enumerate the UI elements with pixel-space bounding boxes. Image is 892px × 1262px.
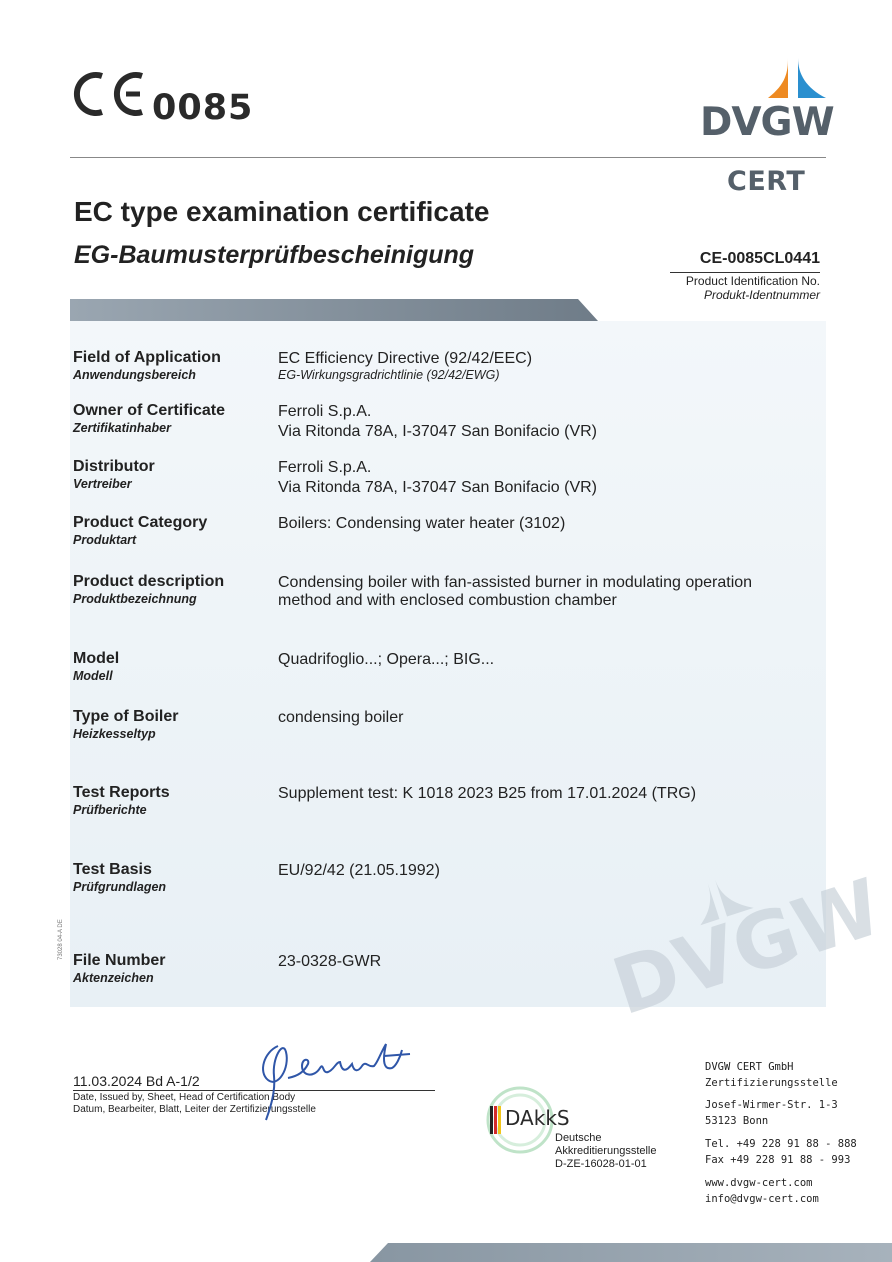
- website-link[interactable]: www.dvgw-cert.com: [705, 1177, 813, 1189]
- field-label-de: Zertifikatinhaber: [73, 421, 171, 435]
- field-value: Boilers: Condensing water heater (3102): [278, 515, 566, 532]
- field-label-de: Aktenzeichen: [73, 971, 154, 985]
- address-line: DVGW CERT GmbH: [705, 1061, 794, 1073]
- field-value: condensing boiler: [278, 709, 404, 726]
- field-label: Test Basis: [73, 861, 152, 878]
- field-label: Product Category: [73, 514, 208, 531]
- field-label: File Number: [73, 952, 166, 969]
- dvgw-logo-text: DVGW: [700, 100, 834, 145]
- dvgw-watermark-icon: [596, 862, 892, 1034]
- certificate-title-de: EG-Baumusterprüfbescheinigung: [74, 241, 475, 269]
- dakks-name: DAkkS: [505, 1106, 570, 1130]
- field-label-de: Heizkesseltyp: [73, 727, 156, 741]
- field-label: Owner of Certificate: [73, 402, 226, 419]
- field-value: EU/92/42 (21.05.1992): [278, 862, 440, 879]
- field-label-de: Prüfgrundlagen: [73, 880, 167, 894]
- footer-band: [370, 1243, 892, 1262]
- product-id-value: CE-0085CL0441: [699, 250, 820, 267]
- ce-notified-body-number: 0085: [152, 88, 254, 128]
- field-value-de: EG-Wirkungsgradrichtlinie (92/42/EWG): [278, 368, 500, 382]
- field-label: Distributor: [73, 458, 155, 475]
- field-value: EC Efficiency Directive (92/42/EEC): [278, 350, 533, 367]
- dakks-accreditation-number: D-ZE-16028-01-01: [555, 1158, 647, 1170]
- signature-caption-en: Date, Issued by, Sheet, Head of Certification Body: [73, 1092, 296, 1103]
- field-value: Ferroli S.p.A.: [278, 459, 372, 476]
- field-value-line2: method and with enclosed combustion chamber: [278, 592, 617, 609]
- issue-date-line: 11.03.2024 Bd A-1/2: [73, 1073, 200, 1089]
- field-label-de: Produktart: [73, 533, 137, 547]
- header-band: [70, 299, 598, 321]
- field-label: Field of Application: [73, 349, 221, 366]
- signature-image: [250, 1032, 420, 1112]
- signature-caption-de: Datum, Bearbeiter, Blatt, Leiter der Zertifizierungsstelle: [73, 1104, 316, 1115]
- fax-line: Fax +49 228 91 88 - 993: [705, 1154, 851, 1166]
- field-label: Model: [73, 650, 120, 667]
- address-line: Josef-Wirmer-Str. 1-3: [705, 1099, 838, 1111]
- product-id-label-en: Product Identification No.: [685, 274, 820, 288]
- field-label-de: Anwendungsbereich: [73, 368, 196, 382]
- field-value: Condensing boiler with fan-assisted burner in modulating operation: [278, 574, 753, 591]
- field-value: Ferroli S.p.A.: [278, 403, 372, 420]
- product-id-divider: [670, 272, 820, 273]
- field-value-line2: Via Ritonda 78A, I-37047 San Bonifacio (VR): [278, 479, 598, 496]
- field-label: Test Reports: [73, 784, 170, 801]
- dakks-line: Akkreditierungsstelle: [555, 1145, 657, 1157]
- field-value: Supplement test: K 1018 2023 B25 from 17.01.2024 (TRG): [278, 785, 697, 802]
- field-value: Quadrifoglio...; Opera...; BIG...: [278, 651, 495, 668]
- cert-label: CERT: [727, 166, 806, 197]
- email-link[interactable]: info@dvgw-cert.com: [705, 1193, 819, 1205]
- field-label-de: Produktbezeichnung: [73, 592, 197, 606]
- field-label-de: Modell: [73, 669, 113, 683]
- address-line: 53123 Bonn: [705, 1115, 769, 1127]
- header-divider: [70, 157, 826, 158]
- dvgw-drop-icon: [764, 58, 828, 102]
- certificate-title-en: EC type examination certificate: [74, 196, 490, 227]
- product-id-label-de: Produkt-Identnummer: [703, 288, 820, 302]
- phone-line: Tel. +49 228 91 88 - 888: [705, 1138, 857, 1150]
- address-line: Zertifizierungsstelle: [705, 1077, 838, 1089]
- form-code: 73028 04-A DE: [58, 919, 64, 960]
- ce-mark-logo: [72, 68, 150, 120]
- field-label-de: Vertreiber: [73, 477, 132, 491]
- field-value-line2: Via Ritonda 78A, I-37047 San Bonifacio (VR): [278, 423, 598, 440]
- dakks-line: Deutsche: [555, 1132, 602, 1144]
- field-label-de: Prüfberichte: [73, 803, 147, 817]
- field-value: 23-0328-GWR: [278, 953, 382, 970]
- svg-text:DVGW: DVGW: [602, 862, 892, 1034]
- field-label: Product description: [73, 573, 225, 590]
- field-label: Type of Boiler: [73, 708, 179, 725]
